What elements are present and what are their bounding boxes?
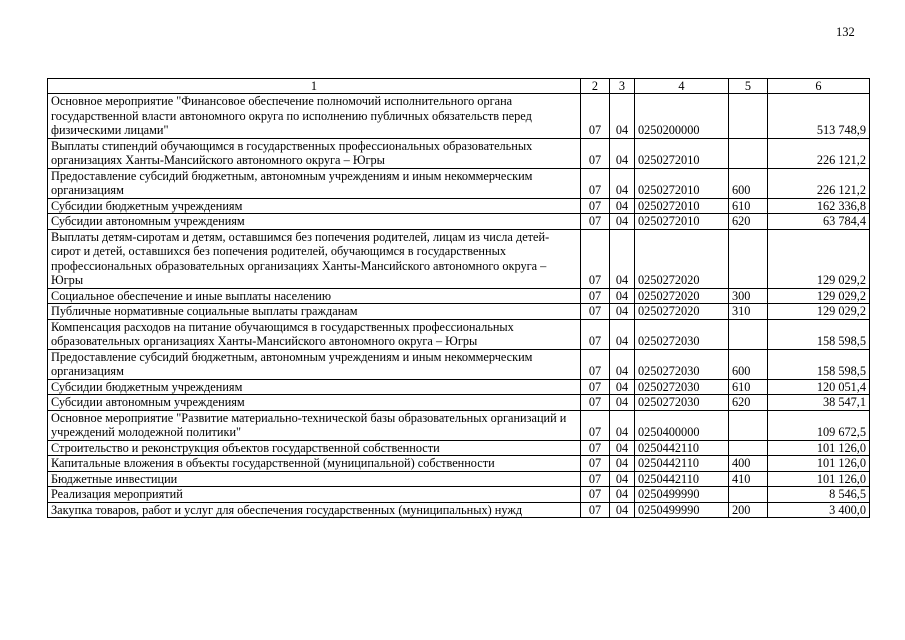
cell-name: Строительство и реконструкция объектов государственной собственности bbox=[48, 440, 581, 456]
cell-target-article: 0250272020 bbox=[635, 229, 729, 288]
table-row bbox=[48, 319, 870, 349]
cell-expense-type bbox=[729, 138, 768, 168]
cell-section: 07 bbox=[581, 349, 610, 379]
cell-name: Субсидии бюджетным учреждениям bbox=[48, 198, 581, 214]
cell-subsection: 04 bbox=[610, 395, 635, 411]
cell-subsection: 04 bbox=[610, 168, 635, 198]
cell-subsection: 04 bbox=[610, 288, 635, 304]
cell-section: 07 bbox=[581, 440, 610, 456]
cell-target-article: 0250272020 bbox=[635, 288, 729, 304]
cell-expense-type: 600 bbox=[729, 349, 768, 379]
cell-expense-type bbox=[729, 319, 768, 349]
cell-name: Капитальные вложения в объекты государственной (муниципальной) собственности bbox=[48, 456, 581, 472]
cell-expense-type: 610 bbox=[729, 379, 768, 395]
cell-target-article: 0250272030 bbox=[635, 395, 729, 411]
table-row bbox=[48, 410, 870, 440]
table-row bbox=[48, 395, 870, 411]
cell-name: Выплаты стипендий обучающимся в государственных профессиональных образовательных организациях Ханты-Мансийского автономного округа – Югры bbox=[48, 138, 581, 168]
cell-name: Основное мероприятие "Развитие материально-технической базы образовательных организаций и учреждений молодежной политики" bbox=[48, 410, 581, 440]
cell-subsection: 04 bbox=[610, 379, 635, 395]
cell-section: 07 bbox=[581, 395, 610, 411]
cell-target-article: 0250272010 bbox=[635, 138, 729, 168]
table-row bbox=[48, 168, 870, 198]
cell-section: 07 bbox=[581, 94, 610, 139]
table-body bbox=[48, 94, 870, 518]
cell-name: Закупка товаров, работ и услуг для обеспечения государственных (муниципальных) нужд bbox=[48, 502, 581, 518]
cell-section: 07 bbox=[581, 471, 610, 487]
cell-expense-type: 200 bbox=[729, 502, 768, 518]
cell-name: Субсидии автономным учреждениям bbox=[48, 214, 581, 230]
table-row bbox=[48, 94, 870, 139]
cell-target-article: 0250442110 bbox=[635, 456, 729, 472]
cell-section: 07 bbox=[581, 214, 610, 230]
cell-target-article: 0250272030 bbox=[635, 379, 729, 395]
cell-amount: 101 126,0 bbox=[768, 456, 870, 472]
table-row bbox=[48, 440, 870, 456]
cell-name: Субсидии бюджетным учреждениям bbox=[48, 379, 581, 395]
page-number: 132 bbox=[836, 25, 855, 39]
cell-name: Выплаты детям-сиротам и детям, оставшимся без попечения родителей, лицам из числа детей-сирот и детей, оставшихся без попечения родителей, обучающимся в государственных профессиональных образовательных организациях Ханты-Мансийского автономного округа – Югры bbox=[48, 229, 581, 288]
cell-subsection: 04 bbox=[610, 198, 635, 214]
cell-subsection: 04 bbox=[610, 229, 635, 288]
cell-subsection: 04 bbox=[610, 138, 635, 168]
table-header-row bbox=[48, 79, 870, 94]
cell-amount: 3 400,0 bbox=[768, 502, 870, 518]
cell-target-article: 0250272010 bbox=[635, 214, 729, 230]
cell-target-article: 0250499990 bbox=[635, 502, 729, 518]
table-row bbox=[48, 471, 870, 487]
cell-amount: 63 784,4 bbox=[768, 214, 870, 230]
cell-expense-type bbox=[729, 440, 768, 456]
table-row bbox=[48, 138, 870, 168]
table-row bbox=[48, 456, 870, 472]
table-row bbox=[48, 487, 870, 503]
cell-section: 07 bbox=[581, 379, 610, 395]
cell-subsection: 04 bbox=[610, 214, 635, 230]
cell-subsection: 04 bbox=[610, 94, 635, 139]
cell-target-article: 0250272030 bbox=[635, 349, 729, 379]
cell-name: Предоставление субсидий бюджетным, автономным учреждениям и иным некоммерческим организациям bbox=[48, 349, 581, 379]
cell-subsection: 04 bbox=[610, 471, 635, 487]
cell-section: 07 bbox=[581, 288, 610, 304]
header-col-expense-type: 5 bbox=[729, 79, 768, 94]
cell-expense-type: 600 bbox=[729, 168, 768, 198]
cell-name: Основное мероприятие "Финансовое обеспечение полномочий исполнительного органа государственной власти автономного округа по исполнению публичных обязательств перед физическими лицами" bbox=[48, 94, 581, 139]
cell-expense-type: 620 bbox=[729, 395, 768, 411]
cell-name: Бюджетные инвестиции bbox=[48, 471, 581, 487]
cell-section: 07 bbox=[581, 168, 610, 198]
cell-subsection: 04 bbox=[610, 487, 635, 503]
header-col-target-article: 4 bbox=[635, 79, 729, 94]
cell-section: 07 bbox=[581, 229, 610, 288]
cell-expense-type bbox=[729, 94, 768, 139]
cell-expense-type bbox=[729, 487, 768, 503]
cell-expense-type: 300 bbox=[729, 288, 768, 304]
cell-target-article: 0250272030 bbox=[635, 319, 729, 349]
cell-target-article: 0250400000 bbox=[635, 410, 729, 440]
cell-amount: 8 546,5 bbox=[768, 487, 870, 503]
table-row bbox=[48, 502, 870, 518]
cell-name: Реализация мероприятий bbox=[48, 487, 581, 503]
cell-expense-type bbox=[729, 410, 768, 440]
cell-amount: 129 029,2 bbox=[768, 229, 870, 288]
cell-amount: 129 029,2 bbox=[768, 288, 870, 304]
cell-expense-type: 610 bbox=[729, 198, 768, 214]
cell-amount: 158 598,5 bbox=[768, 349, 870, 379]
table-row bbox=[48, 214, 870, 230]
table-row bbox=[48, 288, 870, 304]
header-col-amount: 6 bbox=[768, 79, 870, 94]
cell-target-article: 0250442110 bbox=[635, 471, 729, 487]
table-row bbox=[48, 349, 870, 379]
cell-subsection: 04 bbox=[610, 410, 635, 440]
cell-expense-type: 620 bbox=[729, 214, 768, 230]
cell-section: 07 bbox=[581, 198, 610, 214]
cell-amount: 38 547,1 bbox=[768, 395, 870, 411]
cell-subsection: 04 bbox=[610, 304, 635, 320]
cell-target-article: 0250499990 bbox=[635, 487, 729, 503]
cell-subsection: 04 bbox=[610, 456, 635, 472]
cell-amount: 129 029,2 bbox=[768, 304, 870, 320]
header-col-name: 1 bbox=[48, 79, 581, 94]
cell-section: 07 bbox=[581, 138, 610, 168]
header-col-subsection: 3 bbox=[610, 79, 635, 94]
cell-name: Социальное обеспечение и иные выплаты населению bbox=[48, 288, 581, 304]
budget-table bbox=[47, 78, 870, 518]
cell-subsection: 04 bbox=[610, 440, 635, 456]
header-col-section: 2 bbox=[581, 79, 610, 94]
cell-target-article: 0250442110 bbox=[635, 440, 729, 456]
cell-subsection: 04 bbox=[610, 502, 635, 518]
cell-target-article: 0250272010 bbox=[635, 198, 729, 214]
cell-target-article: 0250200000 bbox=[635, 94, 729, 139]
table-row bbox=[48, 379, 870, 395]
cell-amount: 101 126,0 bbox=[768, 440, 870, 456]
cell-expense-type: 400 bbox=[729, 456, 768, 472]
cell-name: Компенсация расходов на питание обучающимся в государственных профессиональных образовательных организациях Ханты-Мансийского автономного округа – Югры bbox=[48, 319, 581, 349]
cell-amount: 109 672,5 bbox=[768, 410, 870, 440]
cell-section: 07 bbox=[581, 304, 610, 320]
cell-name: Публичные нормативные социальные выплаты гражданам bbox=[48, 304, 581, 320]
table-row bbox=[48, 198, 870, 214]
cell-subsection: 04 bbox=[610, 319, 635, 349]
cell-section: 07 bbox=[581, 319, 610, 349]
cell-amount: 158 598,5 bbox=[768, 319, 870, 349]
cell-amount: 162 336,8 bbox=[768, 198, 870, 214]
cell-amount: 101 126,0 bbox=[768, 471, 870, 487]
cell-amount: 513 748,9 bbox=[768, 94, 870, 139]
cell-expense-type: 310 bbox=[729, 304, 768, 320]
cell-name: Предоставление субсидий бюджетным, автономным учреждениям и иным некоммерческим организациям bbox=[48, 168, 581, 198]
cell-amount: 120 051,4 bbox=[768, 379, 870, 395]
table-row bbox=[48, 229, 870, 288]
cell-subsection: 04 bbox=[610, 349, 635, 379]
table-row bbox=[48, 304, 870, 320]
cell-section: 07 bbox=[581, 502, 610, 518]
cell-name: Субсидии автономным учреждениям bbox=[48, 395, 581, 411]
cell-section: 07 bbox=[581, 410, 610, 440]
cell-section: 07 bbox=[581, 456, 610, 472]
cell-target-article: 0250272010 bbox=[635, 168, 729, 198]
cell-expense-type: 410 bbox=[729, 471, 768, 487]
cell-expense-type bbox=[729, 229, 768, 288]
cell-amount: 226 121,2 bbox=[768, 138, 870, 168]
cell-section: 07 bbox=[581, 487, 610, 503]
cell-amount: 226 121,2 bbox=[768, 168, 870, 198]
cell-target-article: 0250272020 bbox=[635, 304, 729, 320]
